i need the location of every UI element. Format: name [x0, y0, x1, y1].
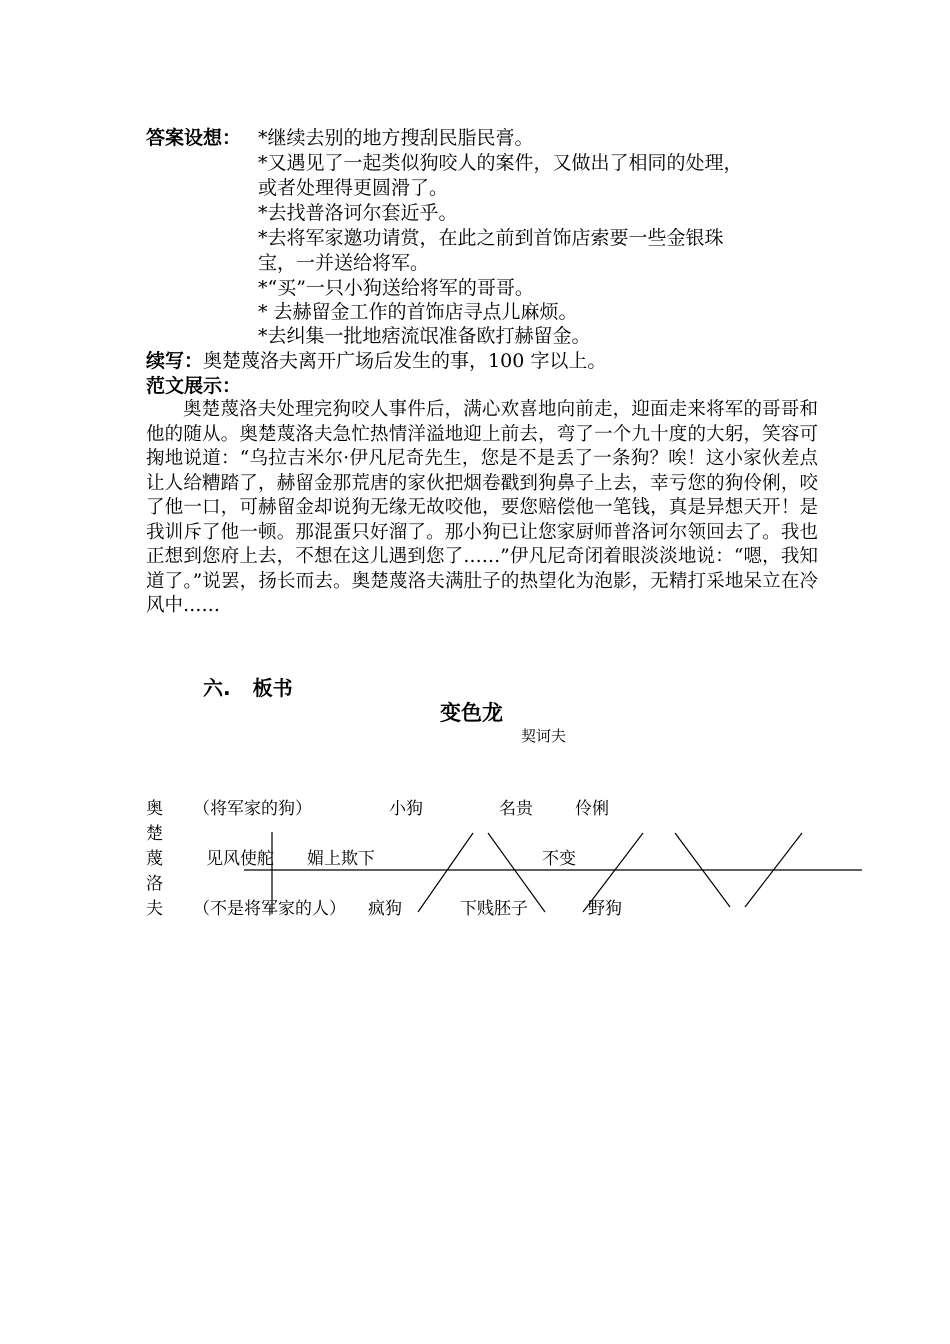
bottom-word: 野狗	[588, 899, 622, 919]
zigzag-line	[418, 833, 473, 912]
bottom-word: 下贱胚子	[460, 899, 528, 919]
answer-item: 宝，一并送给将军。	[258, 252, 430, 274]
answer-item: 或者处理得更圆滑了。	[258, 177, 449, 199]
zigzag-line	[488, 833, 545, 912]
answer-item: *去纠集一批地痞流氓准备欧打赫留金。	[258, 325, 591, 347]
name-char: 楚	[146, 824, 163, 844]
sample-essay: 奥楚蔑洛夫处理完狗咬人事件后，满心欢喜地向前走，迎面走来将军的哥哥和他的随从。奥楚蔑洛夫急忙热情洋溢地迎上前去，弯了一个九十度的大躬，笑容可掬地说道：“乌拉吉米尔·伊凡尼奇先生，您是不是丢了一条狗？唉！这小家伙差点让人给糟踏了，赫留金那荒唐的家伙把烟卷戳到狗鼻子上去，幸亏您的狗伶俐，咬了他一口，可赫留金却说狗无缘无故咬他，要您赔偿他一笔钱，真是异想天开！是我训斥了他一顿。那混蛋只好溜了。那小狗已让您家厨师普洛诃尔领回去了。我也正想到您府上去，不想在这儿遇到您了……”伊凡尼奇闭着眼淡淡地说：“嗯，我知道了。”说罢，扬长而去。奥楚蔑洛夫满肚子的热望化为泡影，无精打采地呆立在冷风中……	[146, 399, 818, 616]
continuation-text: 奥楚蔑洛夫离开广场后发生的事，100 字以上。	[203, 350, 607, 372]
top-word: 伶俐	[575, 799, 609, 819]
name-char: 奥	[146, 799, 163, 819]
board-heading-text: 板书	[252, 676, 293, 700]
continuation-label: 续写：	[146, 350, 204, 372]
sample-label: 范文展示：	[146, 375, 242, 397]
top-word: 小狗	[389, 799, 423, 819]
board-title: 变色龙	[440, 701, 503, 725]
answer-item: *去找普洛诃尔套近乎。	[258, 202, 458, 224]
mid-left-phrase: 见风使舵	[206, 849, 274, 869]
name-char: 洛	[146, 874, 163, 894]
board-author: 契诃夫	[521, 727, 567, 745]
name-char: 夫	[146, 899, 163, 919]
unchanged-label: 不变	[542, 849, 576, 869]
answer-item: *“买”一只小狗送给将军的哥哥。	[258, 277, 534, 299]
non-general-label: （不是将军家的人）	[193, 899, 346, 919]
top-word: 名贵	[499, 799, 533, 819]
answer-item: *继续去别的地方搜刮民脂民膏。	[258, 127, 534, 149]
zigzag-line	[583, 833, 643, 912]
mid-right-phrase: 媚上欺下	[307, 849, 375, 869]
answer-item: *去将军家邀功请赏，在此之前到首饰店索要一些金银珠	[258, 227, 724, 249]
answer-item: * 去赫留金工作的首饰店寻点儿麻烦。	[258, 301, 578, 323]
bottom-word: 疯狗	[368, 899, 402, 919]
general-dog-label: （将军家的狗）	[193, 799, 312, 819]
answer-label: 答案设想：	[146, 127, 242, 149]
answer-item: *又遇见了一起类似狗咬人的案件，又做出了相同的处理，	[258, 152, 743, 174]
name-char: 蔑	[146, 849, 163, 869]
board-heading-number: 六.	[203, 676, 231, 700]
